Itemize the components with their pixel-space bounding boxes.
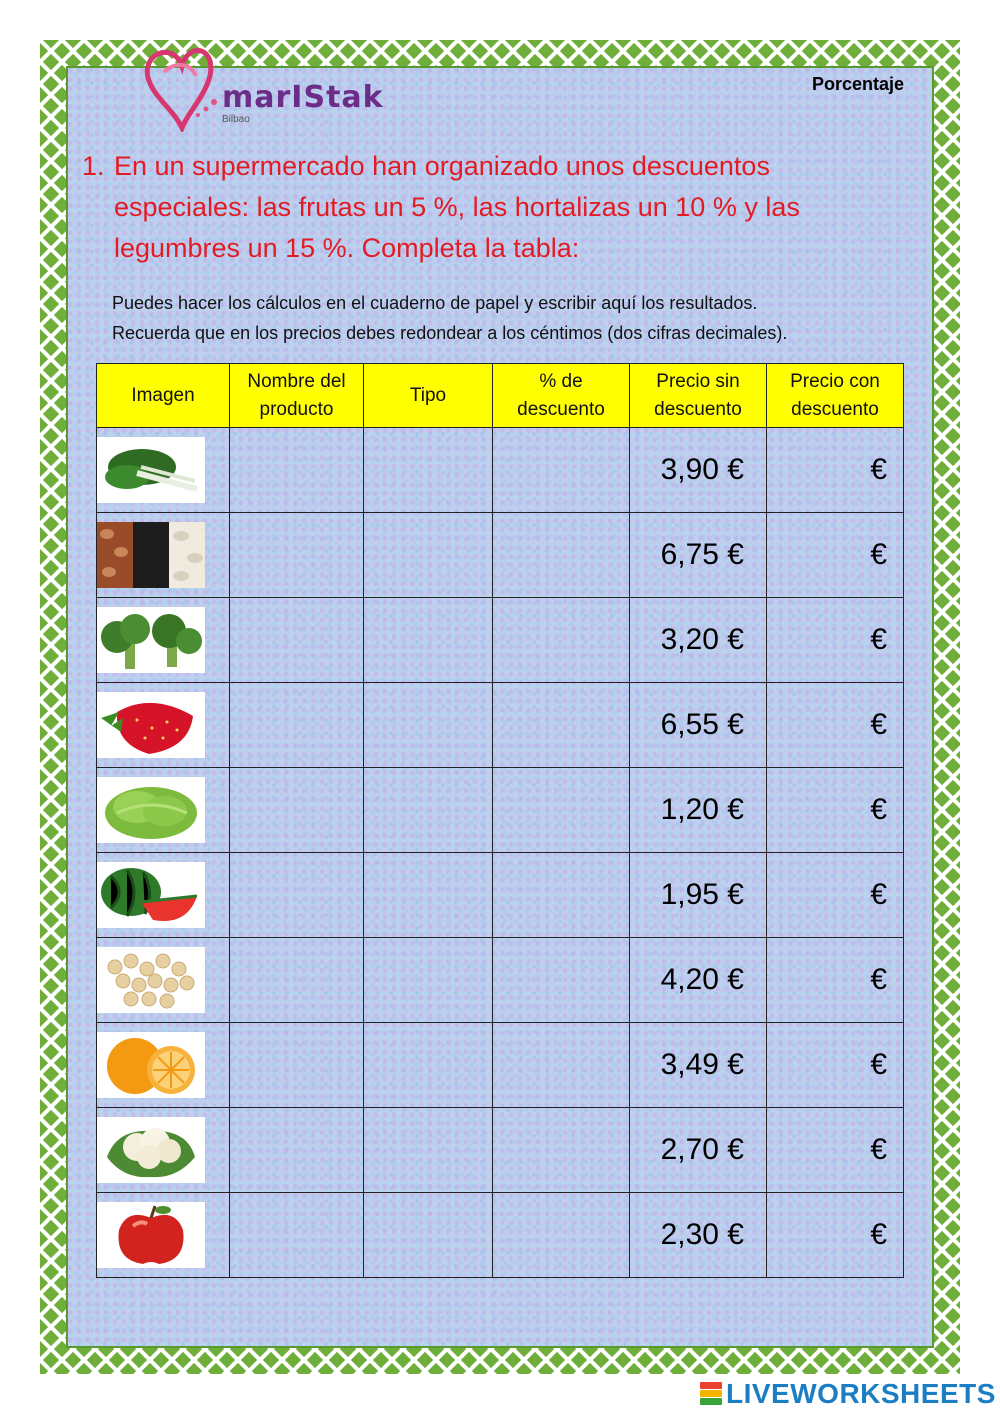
table-row — [97, 513, 904, 598]
discount-percent-answer[interactable] — [493, 853, 630, 938]
apple-image — [97, 1202, 205, 1268]
header-price-before: Precio sin descuento — [630, 364, 767, 428]
discount-percent-answer[interactable] — [493, 1193, 630, 1278]
type-answer[interactable] — [364, 428, 493, 513]
price-after-answer[interactable]: € — [767, 513, 904, 598]
image-cell — [97, 428, 230, 513]
price-after-answer[interactable]: € — [767, 683, 904, 768]
image-cell — [97, 683, 230, 768]
table-header-row — [97, 364, 904, 428]
price-before-value: 3,49 € — [630, 1023, 767, 1108]
table-row — [97, 1023, 904, 1108]
image-cell — [97, 768, 230, 853]
brand-city: Bilbao — [222, 114, 250, 125]
topic-label: Porcentaje — [812, 74, 905, 94]
type-answer[interactable] — [364, 683, 493, 768]
discount-percent-answer[interactable] — [493, 428, 630, 513]
discount-percent-answer[interactable] — [493, 683, 630, 768]
discount-percent-answer[interactable] — [493, 1108, 630, 1193]
table-row — [97, 768, 904, 853]
image-cell — [97, 938, 230, 1023]
product-name-answer[interactable] — [230, 513, 364, 598]
cauliflower-image — [97, 1117, 205, 1183]
orange-image — [97, 1032, 205, 1098]
header-price-after: Precio con descuento — [767, 364, 904, 428]
price-before-value: 2,30 € — [630, 1193, 767, 1278]
watermelon-image — [97, 862, 205, 928]
discount-table — [96, 363, 904, 1278]
liveworksheets-logo-icon — [700, 1382, 722, 1406]
price-before-value: 3,20 € — [630, 598, 767, 683]
price-after-answer[interactable]: € — [767, 938, 904, 1023]
price-before-value: 2,70 € — [630, 1108, 767, 1193]
broccoli-image — [97, 607, 205, 673]
product-name-answer[interactable] — [230, 768, 364, 853]
type-answer[interactable] — [364, 768, 493, 853]
header-product-name: Nombre del producto — [230, 364, 364, 428]
product-name-answer[interactable] — [230, 598, 364, 683]
price-before-value: 6,55 € — [630, 683, 767, 768]
table-row — [97, 1108, 904, 1193]
product-name-answer[interactable] — [230, 853, 364, 938]
image-cell — [97, 513, 230, 598]
product-name-answer[interactable] — [230, 428, 364, 513]
strawberry-image — [97, 692, 205, 758]
brand-name: marIStak — [222, 80, 384, 115]
question-text: En un supermercado han organizado unos descuentos especiales: las frutas un 5 %, las hortalizas un 10 % y las legumbres un 15 %. Completa la tabla: — [114, 151, 800, 263]
lettuce-image — [97, 777, 205, 843]
type-answer[interactable] — [364, 1023, 493, 1108]
product-name-answer[interactable] — [230, 1108, 364, 1193]
discount-percent-answer[interactable] — [493, 598, 630, 683]
question — [82, 146, 902, 269]
type-answer[interactable] — [364, 853, 493, 938]
table-row — [97, 1193, 904, 1278]
discount-percent-answer[interactable] — [493, 938, 630, 1023]
instructions — [112, 288, 932, 348]
beans-image — [97, 522, 205, 588]
product-name-answer[interactable] — [230, 1193, 364, 1278]
price-after-answer[interactable]: € — [767, 428, 904, 513]
liveworksheets-watermark — [700, 1378, 996, 1410]
image-cell — [97, 1193, 230, 1278]
type-answer[interactable] — [364, 598, 493, 683]
type-answer[interactable] — [364, 1108, 493, 1193]
price-after-answer[interactable]: € — [767, 853, 904, 938]
price-before-value: 1,20 € — [630, 768, 767, 853]
chickpeas-image — [97, 947, 205, 1013]
price-before-value: 4,20 € — [630, 938, 767, 1023]
table-row — [97, 428, 904, 513]
watermark-text: LIVEWORKSHEETS — [726, 1378, 996, 1409]
table-row — [97, 853, 904, 938]
header-type: Tipo — [364, 364, 493, 428]
instruction-line-1: Puedes hacer los cálculos en el cuaderno de papel y escribir aquí los resultados. — [112, 293, 758, 313]
image-cell — [97, 1108, 230, 1193]
price-before-value: 3,90 € — [630, 428, 767, 513]
image-cell — [97, 1023, 230, 1108]
table-row — [97, 938, 904, 1023]
table-row — [97, 598, 904, 683]
product-name-answer[interactable] — [230, 683, 364, 768]
image-cell — [97, 853, 230, 938]
price-before-value: 1,95 € — [630, 853, 767, 938]
price-before-value: 6,75 € — [630, 513, 767, 598]
question-number: 1. — [82, 151, 105, 181]
chard-image — [97, 437, 205, 503]
price-after-answer[interactable]: € — [767, 598, 904, 683]
table-row — [97, 683, 904, 768]
discount-percent-answer[interactable] — [493, 1023, 630, 1108]
header-discount-percent: % de descuento — [493, 364, 630, 428]
price-after-answer[interactable]: € — [767, 1108, 904, 1193]
product-name-answer[interactable] — [230, 938, 364, 1023]
type-answer[interactable] — [364, 513, 493, 598]
price-after-answer[interactable]: € — [767, 768, 904, 853]
type-answer[interactable] — [364, 938, 493, 1023]
image-cell — [97, 598, 230, 683]
type-answer[interactable] — [364, 1193, 493, 1278]
discount-percent-answer[interactable] — [493, 768, 630, 853]
header-image: Imagen — [97, 364, 230, 428]
price-after-answer[interactable]: € — [767, 1193, 904, 1278]
price-after-answer[interactable]: € — [767, 1023, 904, 1108]
instruction-line-2: Recuerda que en los precios debes redondear a los céntimos (dos cifras decimales). — [112, 323, 788, 343]
discount-percent-answer[interactable] — [493, 513, 630, 598]
product-name-answer[interactable] — [230, 1023, 364, 1108]
